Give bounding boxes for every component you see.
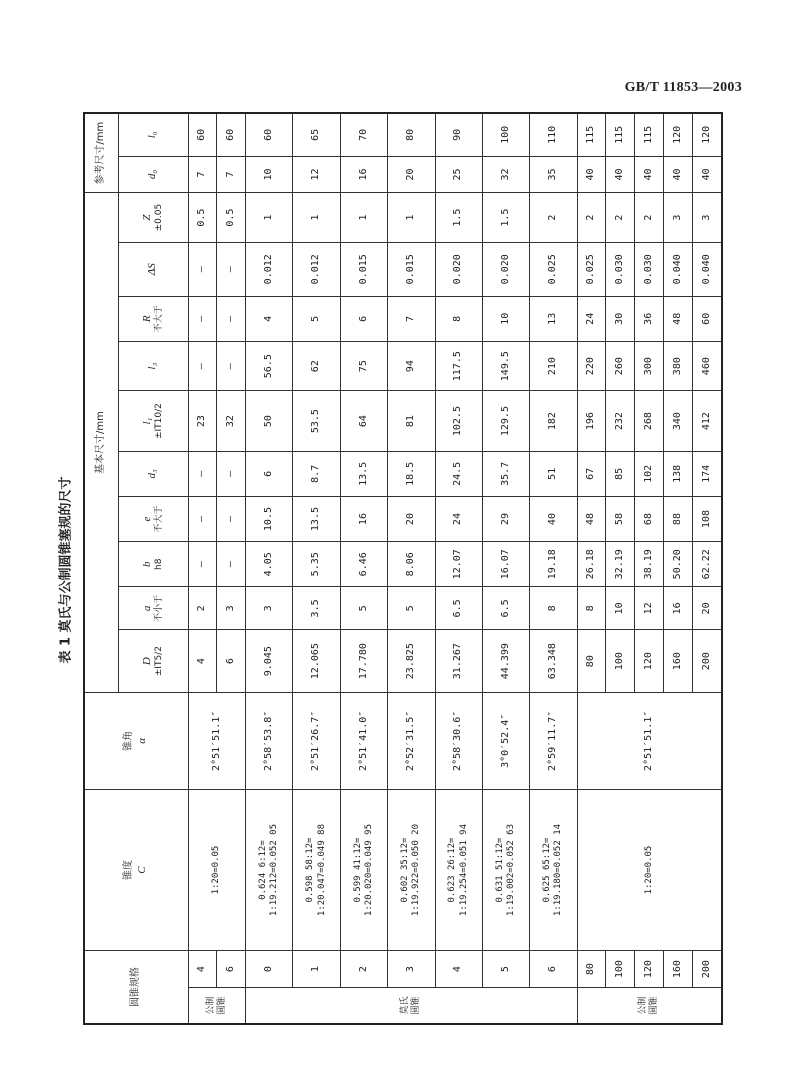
cell-d0: 10 bbox=[246, 156, 293, 193]
cell-D: 17.780 bbox=[340, 630, 387, 692]
cell-e: 13.5 bbox=[293, 496, 340, 541]
cell-d3: 102 bbox=[635, 451, 664, 496]
cell-D: 120 bbox=[635, 630, 664, 692]
cell-dS: 0.012 bbox=[293, 242, 340, 296]
cell-l3: — bbox=[217, 341, 246, 391]
header-l0 bbox=[118, 113, 188, 156]
cell-l1: 196 bbox=[577, 391, 606, 451]
cell-dS: 0.040 bbox=[692, 242, 722, 296]
cell-l0: 60 bbox=[188, 113, 217, 156]
cell-R: — bbox=[217, 296, 246, 341]
cell-l0: 110 bbox=[530, 113, 577, 156]
cell-d3: 51 bbox=[530, 451, 577, 496]
cell-b: 19.18 bbox=[530, 542, 577, 587]
cell-R: 13 bbox=[530, 296, 577, 341]
cell-l0: 80 bbox=[388, 113, 435, 156]
cell-e: 88 bbox=[663, 496, 692, 541]
cell-e: 20 bbox=[388, 496, 435, 541]
table-row bbox=[293, 113, 340, 1024]
cell-dS: 0.020 bbox=[435, 242, 482, 296]
header-taper-symbol: C bbox=[135, 866, 148, 874]
cell-l1: 50 bbox=[246, 391, 293, 451]
cell-b: 8.06 bbox=[388, 542, 435, 587]
cell-dS: — bbox=[188, 242, 217, 296]
cell-l0: 90 bbox=[435, 113, 482, 156]
header-D bbox=[118, 630, 188, 692]
header-taper-label: 锥度 bbox=[123, 860, 135, 881]
group-label-morse: 莫氏 圆锥 bbox=[246, 987, 578, 1024]
cell-D: 6 bbox=[217, 630, 246, 692]
cell-dS: 0.020 bbox=[482, 242, 529, 296]
cell-spec: 100 bbox=[606, 951, 635, 988]
cell-a: 3 bbox=[217, 587, 246, 630]
header-b-sub: h8 bbox=[154, 558, 165, 570]
cell-R: 10 bbox=[482, 296, 529, 341]
cell-angle: 2°51′41.0″ bbox=[340, 692, 387, 789]
cell-D: 12.065 bbox=[293, 630, 340, 692]
group-label-metric-top: 公制 圆锥 bbox=[188, 987, 246, 1024]
cell-spec: 6 bbox=[217, 951, 246, 988]
header-l0-symbol: l₀ bbox=[146, 131, 159, 139]
angle-metric-top: 2°51′51.1″ bbox=[188, 692, 246, 789]
cell-l1: 32 bbox=[217, 391, 246, 451]
header-d0 bbox=[118, 156, 188, 193]
cell-D: 44.399 bbox=[482, 630, 529, 692]
header-taper bbox=[84, 789, 188, 951]
cell-d0: 35 bbox=[530, 156, 577, 193]
cell-d0: 40 bbox=[663, 156, 692, 193]
cell-D: 100 bbox=[606, 630, 635, 692]
cell-l0: 120 bbox=[663, 113, 692, 156]
cell-l3: 94 bbox=[388, 341, 435, 391]
cell-Z: 1 bbox=[293, 193, 340, 243]
cell-R: 48 bbox=[663, 296, 692, 341]
cell-spec: 120 bbox=[635, 951, 664, 988]
cell-d3: 138 bbox=[663, 451, 692, 496]
header-a-symbol: a bbox=[140, 605, 153, 612]
cell-e: 58 bbox=[606, 496, 635, 541]
cell-Z: 1.5 bbox=[482, 193, 529, 243]
cell-R: 36 bbox=[635, 296, 664, 341]
cell-d0: 32 bbox=[482, 156, 529, 193]
cell-d3: 18.5 bbox=[388, 451, 435, 496]
cone-gauge-dimension-table bbox=[83, 112, 723, 1025]
header-D-symbol: D bbox=[140, 657, 153, 666]
table-row bbox=[188, 113, 217, 1024]
cell-spec: 80 bbox=[577, 951, 606, 988]
header-e-symbol: e bbox=[140, 516, 153, 522]
cell-taper: 0.624 6:12= 1:19.212=0.052 05 bbox=[246, 789, 293, 951]
header-dS bbox=[118, 242, 188, 296]
cell-spec: 160 bbox=[663, 951, 692, 988]
cell-d3: 174 bbox=[692, 451, 722, 496]
cell-dS: 0.025 bbox=[577, 242, 606, 296]
cell-taper: 0.631 51:12= 1:19.002=0.052 63 bbox=[482, 789, 529, 951]
cell-a: 2 bbox=[188, 587, 217, 630]
cell-R: 60 bbox=[692, 296, 722, 341]
cell-b: 38.19 bbox=[635, 542, 664, 587]
cell-taper: 0.602 35:12= 1:19.922=0.050 20 bbox=[388, 789, 435, 951]
cell-spec: 2 bbox=[340, 951, 387, 988]
cell-e: 24 bbox=[435, 496, 482, 541]
cell-l1: 182 bbox=[530, 391, 577, 451]
cell-l0: 115 bbox=[635, 113, 664, 156]
cell-Z: 1.5 bbox=[435, 193, 482, 243]
cell-l1: 340 bbox=[663, 391, 692, 451]
cell-spec: 3 bbox=[388, 951, 435, 988]
cell-d0: 25 bbox=[435, 156, 482, 193]
cell-Z: 2 bbox=[635, 193, 664, 243]
cell-d3: 85 bbox=[606, 451, 635, 496]
angle-metric-bottom: 2°51′51.1″ bbox=[577, 692, 722, 789]
cell-a: 5 bbox=[388, 587, 435, 630]
header-d3 bbox=[118, 451, 188, 496]
cell-b: 50.20 bbox=[663, 542, 692, 587]
header-l3 bbox=[118, 341, 188, 391]
cell-dS: 0.030 bbox=[635, 242, 664, 296]
cell-l1: 232 bbox=[606, 391, 635, 451]
cell-d3: 13.5 bbox=[340, 451, 387, 496]
cell-b: 5.35 bbox=[293, 542, 340, 587]
cell-l1: 53.5 bbox=[293, 391, 340, 451]
cell-dS: 0.025 bbox=[530, 242, 577, 296]
cell-d0: 12 bbox=[293, 156, 340, 193]
cell-a: 6.5 bbox=[482, 587, 529, 630]
cell-d0: 7 bbox=[188, 156, 217, 193]
cell-a: 3 bbox=[246, 587, 293, 630]
cell-d3: — bbox=[217, 451, 246, 496]
cell-spec: 6 bbox=[530, 951, 577, 988]
cell-l1: 412 bbox=[692, 391, 722, 451]
cell-l1: 23 bbox=[188, 391, 217, 451]
cell-a: 10 bbox=[606, 587, 635, 630]
cell-b: 6.46 bbox=[340, 542, 387, 587]
cell-d3: 8.7 bbox=[293, 451, 340, 496]
header-ref-dims: 参考尺寸/mm bbox=[84, 113, 118, 193]
cell-l3: 260 bbox=[606, 341, 635, 391]
cell-spec: 0 bbox=[246, 951, 293, 988]
taper-metric-bottom: 1:20=0.05 bbox=[577, 789, 722, 951]
cell-D: 31.267 bbox=[435, 630, 482, 692]
cell-l3: 56.5 bbox=[246, 341, 293, 391]
cell-e: 40 bbox=[530, 496, 577, 541]
cell-l1: 268 bbox=[635, 391, 664, 451]
header-b-symbol: b bbox=[140, 561, 153, 568]
header-Z-sub: ±0.05 bbox=[154, 203, 165, 232]
cell-l0: 60 bbox=[246, 113, 293, 156]
cell-dS: 0.015 bbox=[340, 242, 387, 296]
header-Z bbox=[118, 193, 188, 243]
cell-angle: 2°52′31.5″ bbox=[388, 692, 435, 789]
taper-metric-top: 1:20=0.05 bbox=[188, 789, 246, 951]
cell-d3: 6 bbox=[246, 451, 293, 496]
cell-d0: 40 bbox=[577, 156, 606, 193]
cell-l3: — bbox=[188, 341, 217, 391]
cell-d3: 24.5 bbox=[435, 451, 482, 496]
cell-Z: 0.5 bbox=[217, 193, 246, 243]
header-b bbox=[118, 542, 188, 587]
cell-b: 32.19 bbox=[606, 542, 635, 587]
cell-a: 16 bbox=[663, 587, 692, 630]
cell-e: 16 bbox=[340, 496, 387, 541]
header-R-symbol: R bbox=[140, 315, 153, 323]
cell-l3: 117.5 bbox=[435, 341, 482, 391]
cell-l3: 210 bbox=[530, 341, 577, 391]
cell-e: 10.5 bbox=[246, 496, 293, 541]
cell-b: 4.05 bbox=[246, 542, 293, 587]
header-e bbox=[118, 496, 188, 541]
cell-l1: 64 bbox=[340, 391, 387, 451]
cell-D: 9.045 bbox=[246, 630, 293, 692]
header-basic-dims: 基本尺寸/mm bbox=[84, 193, 118, 693]
cell-d3: 35.7 bbox=[482, 451, 529, 496]
header-e-sub: 不大于 bbox=[154, 505, 165, 533]
cell-b: 26.18 bbox=[577, 542, 606, 587]
header-angle-symbol: α bbox=[135, 737, 148, 744]
header-a bbox=[118, 587, 188, 630]
cell-e: 48 bbox=[577, 496, 606, 541]
cell-taper: 0.599 41:12= 1:20.020=0.049 95 bbox=[340, 789, 387, 951]
table-row bbox=[577, 113, 606, 1024]
cell-R: 4 bbox=[246, 296, 293, 341]
header-D-sub: ±IT5/2 bbox=[154, 646, 165, 677]
cell-Z: 3 bbox=[692, 193, 722, 243]
cell-l3: 300 bbox=[635, 341, 664, 391]
cell-Z: 1 bbox=[388, 193, 435, 243]
cell-D: 160 bbox=[663, 630, 692, 692]
cell-b: 12.07 bbox=[435, 542, 482, 587]
cell-d3: — bbox=[188, 451, 217, 496]
header-angle bbox=[84, 692, 188, 789]
cell-a: 6.5 bbox=[435, 587, 482, 630]
cell-spec: 4 bbox=[435, 951, 482, 988]
group-label-metric-bottom: 公制 圆锥 bbox=[577, 987, 722, 1024]
cell-D: 23.825 bbox=[388, 630, 435, 692]
cell-l1: 102.5 bbox=[435, 391, 482, 451]
header-cone-spec: 圆锥规格 bbox=[84, 951, 188, 1024]
cell-l1: 129.5 bbox=[482, 391, 529, 451]
cell-dS: — bbox=[217, 242, 246, 296]
cell-l0: 100 bbox=[482, 113, 529, 156]
header-d3-symbol: d₃ bbox=[146, 469, 159, 479]
cell-taper: 0.598 58:12= 1:20.047=0.049 88 bbox=[293, 789, 340, 951]
cell-l0: 120 bbox=[692, 113, 722, 156]
cell-a: 3.5 bbox=[293, 587, 340, 630]
cell-dS: 0.040 bbox=[663, 242, 692, 296]
cell-l0: 115 bbox=[606, 113, 635, 156]
table-row bbox=[340, 113, 387, 1024]
table-row bbox=[435, 113, 482, 1024]
cell-d3: 67 bbox=[577, 451, 606, 496]
cell-Z: 3 bbox=[663, 193, 692, 243]
cell-d0: 7 bbox=[217, 156, 246, 193]
cell-Z: 2 bbox=[606, 193, 635, 243]
cell-b: 16.07 bbox=[482, 542, 529, 587]
table-row bbox=[482, 113, 529, 1024]
cell-a: 20 bbox=[692, 587, 722, 630]
cell-spec: 4 bbox=[188, 951, 217, 988]
cell-l3: 220 bbox=[577, 341, 606, 391]
header-R bbox=[118, 296, 188, 341]
header-l1-symbol: l₁ bbox=[140, 417, 153, 425]
cell-taper: 0.625 65:12= 1:19.180=0.052 14 bbox=[530, 789, 577, 951]
cell-D: 200 bbox=[692, 630, 722, 692]
cell-R: 7 bbox=[388, 296, 435, 341]
cell-d0: 16 bbox=[340, 156, 387, 193]
header-l1-sub: ±IT10/2 bbox=[154, 403, 165, 440]
cell-R: 8 bbox=[435, 296, 482, 341]
cell-taper: 0.623 26:12= 1:19.254=0.051 94 bbox=[435, 789, 482, 951]
cell-a: 8 bbox=[530, 587, 577, 630]
cell-R: 24 bbox=[577, 296, 606, 341]
table-row bbox=[246, 113, 293, 1024]
cell-a: 5 bbox=[340, 587, 387, 630]
cell-d0: 40 bbox=[606, 156, 635, 193]
cell-d0: 20 bbox=[388, 156, 435, 193]
cell-spec: 1 bbox=[293, 951, 340, 988]
cell-l1: 81 bbox=[388, 391, 435, 451]
cell-l3: 380 bbox=[663, 341, 692, 391]
cell-R: — bbox=[188, 296, 217, 341]
cell-Z: 1 bbox=[340, 193, 387, 243]
cell-e: 108 bbox=[692, 496, 722, 541]
cell-l0: 65 bbox=[293, 113, 340, 156]
cell-d0: 40 bbox=[635, 156, 664, 193]
header-l3-symbol: l₃ bbox=[146, 362, 159, 370]
table-row bbox=[388, 113, 435, 1024]
cell-angle: 2°58′30.6″ bbox=[435, 692, 482, 789]
cell-R: 30 bbox=[606, 296, 635, 341]
rotated-table-container bbox=[83, 112, 723, 1025]
cell-l3: 460 bbox=[692, 341, 722, 391]
header-dS-symbol: ΔS bbox=[146, 263, 159, 276]
header-l1 bbox=[118, 391, 188, 451]
cell-R: 5 bbox=[293, 296, 340, 341]
cell-b: 62.22 bbox=[692, 542, 722, 587]
cell-l3: 149.5 bbox=[482, 341, 529, 391]
table-row bbox=[530, 113, 577, 1024]
cell-Z: 0.5 bbox=[188, 193, 217, 243]
document-standard-number: GB/T 11853—2003 bbox=[624, 80, 742, 95]
cell-d0: 40 bbox=[692, 156, 722, 193]
cell-dS: 0.030 bbox=[606, 242, 635, 296]
cell-l3: 75 bbox=[340, 341, 387, 391]
header-Z-symbol: Z bbox=[140, 214, 153, 221]
cell-Z: 1 bbox=[246, 193, 293, 243]
cell-dS: 0.015 bbox=[388, 242, 435, 296]
cell-e: 68 bbox=[635, 496, 664, 541]
cell-e: — bbox=[217, 496, 246, 541]
cell-spec: 5 bbox=[482, 951, 529, 988]
cell-e: 29 bbox=[482, 496, 529, 541]
cell-Z: 2 bbox=[530, 193, 577, 243]
cell-e: — bbox=[188, 496, 217, 541]
cell-l0: 60 bbox=[217, 113, 246, 156]
cell-l0: 115 bbox=[577, 113, 606, 156]
cell-l0: 70 bbox=[340, 113, 387, 156]
table-caption: 表 1 莫氏与公制圆锥塞规的尺寸 bbox=[58, 476, 74, 664]
header-R-sub: 不大于 bbox=[154, 305, 165, 333]
cell-D: 4 bbox=[188, 630, 217, 692]
cell-D: 63.348 bbox=[530, 630, 577, 692]
cell-angle: 2°59′11.7″ bbox=[530, 692, 577, 789]
cell-D: 80 bbox=[577, 630, 606, 692]
cell-b: — bbox=[188, 542, 217, 587]
cell-angle: 3°0′52.4″ bbox=[482, 692, 529, 789]
cell-Z: 2 bbox=[577, 193, 606, 243]
cell-angle: 2°58′53.8″ bbox=[246, 692, 293, 789]
cell-spec: 200 bbox=[692, 951, 722, 988]
cell-dS: 0.012 bbox=[246, 242, 293, 296]
header-a-sub: 不小于 bbox=[154, 594, 165, 622]
header-d0-symbol: d₀ bbox=[146, 169, 159, 180]
cell-a: 8 bbox=[577, 587, 606, 630]
cell-R: 6 bbox=[340, 296, 387, 341]
cell-angle: 2°51′26.7″ bbox=[293, 692, 340, 789]
cell-b: — bbox=[217, 542, 246, 587]
header-angle-label: 锥角 bbox=[123, 730, 135, 751]
cell-a: 12 bbox=[635, 587, 664, 630]
cell-l3: 62 bbox=[293, 341, 340, 391]
